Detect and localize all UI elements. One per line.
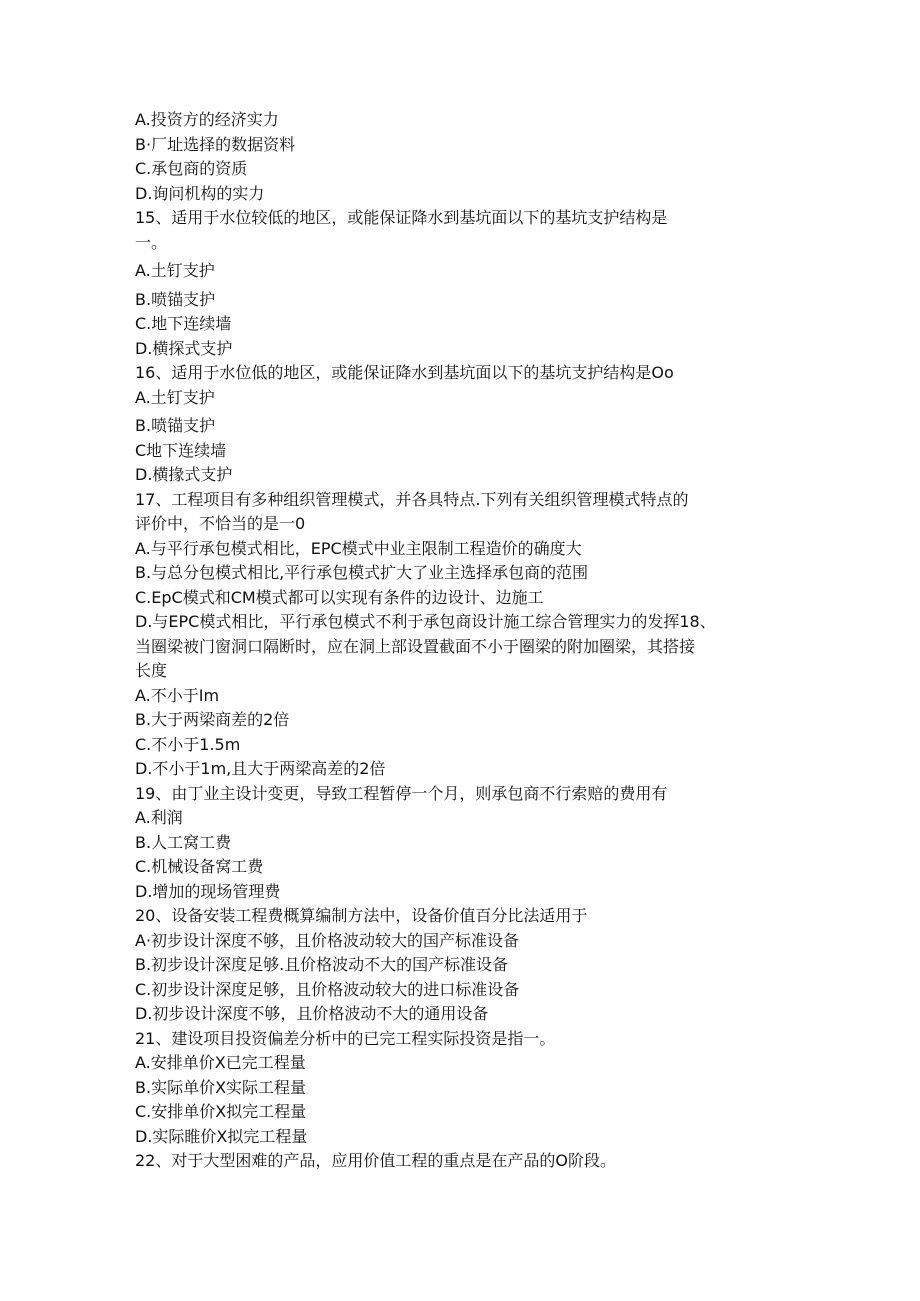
option-line: A.投资方的经济实力: [135, 110, 279, 129]
option-line: A.安排单价X已完工程量: [135, 1053, 306, 1072]
option-line: C.机械设备窝工费: [135, 857, 264, 876]
question-21: 21、建设项目投资偏差分析中的已完工程实际投资是指一。: [135, 1028, 556, 1048]
question-18: 当圈梁被门窗洞口隔断时，应在洞上部设置截面不小于圈梁的附加圈梁，其搭接: [135, 636, 696, 656]
document-body: [135, 108, 795, 1174]
option-line: C.不小于1.5m: [135, 734, 241, 754]
option-line: B.喷锚支护: [135, 416, 216, 435]
option-line: C.承包商的资质: [135, 159, 248, 178]
question-15: 15、适用于水位较低的地区，或能保证降水到基坑面以下的基坑支护结构是: [135, 208, 668, 227]
question-22: 22、对于大型困难的产品，应用价值工程的重点是在产品的O阶段。: [135, 1151, 616, 1170]
option-line: B.人工窝工费: [135, 832, 232, 852]
option-line: C地下连续墙: [135, 440, 227, 460]
option-line: A.不小于Im: [135, 685, 220, 705]
question-16: 16、适用于水位低的地区，或能保证降水到基坑面以下的基坑支护结构是Oo: [135, 363, 674, 382]
option-line: B.喷锚支护: [135, 289, 216, 309]
option-line: C.安排单价X拟完工程量: [135, 1102, 307, 1121]
question-15-cont: 一。: [135, 232, 168, 252]
option-line: D.与EPC模式相比，平行承包模式不利于承包商设计施工综合管理实力的发挥18、: [135, 612, 716, 631]
option-line: D.询问机构的实力: [135, 183, 265, 203]
option-line: D.横掾式支护: [135, 465, 233, 484]
option-line: C.EpC模式和CM模式都可以实现有条件的边设计、边施工: [135, 587, 544, 607]
question-19: 19、由丁业主设计变更，导致工程暂停一个月，则承包商不行索赔的费用有: [135, 783, 668, 803]
option-line: B.初步设计深度足够.且价格波动不大的国产标准设备: [135, 955, 509, 974]
option-line: B.大于两梁商差的2倍: [135, 710, 290, 729]
option-line: B·厂址选择的数据资料: [135, 134, 296, 154]
option-line: A.利润: [135, 808, 183, 827]
question-18-cont: 长度: [135, 661, 168, 680]
question-17-cont: 评价中，不恰当的是一0: [135, 514, 306, 533]
option-line: A.与平行承包模式相比，EPC模式中业主限制工程造价的确度大: [135, 538, 582, 558]
option-line: D.初步设计深度不够，且价格波动不大的通用设备: [135, 1004, 489, 1023]
option-line: A.土钉支护: [135, 261, 215, 280]
question-20: 20、设备安装工程费概算编制方法中，设备价值百分比法适用于: [135, 906, 588, 925]
option-line: C.初步设计深度足够，且价格波动较大的进口标准设备: [135, 979, 520, 999]
question-17: 17、工程项目有多种组织管理模式，并各具特点.下列有关组织管理模式特点的: [135, 489, 689, 509]
option-line: A·初步设计深度不够，且价格波动较大的国产标准设备: [135, 930, 520, 950]
option-line: D.增加的现场管理费: [135, 881, 281, 901]
option-line: D.实际睢价X拟完工程量: [135, 1126, 308, 1146]
option-line: C.地下连续墙: [135, 314, 232, 333]
option-line: D.不小于1m,且大于两梁高差的2倍: [135, 759, 386, 778]
option-line: D.横探式支护: [135, 338, 233, 358]
option-line: B.实际单价X实际工程量: [135, 1077, 307, 1097]
option-line: A.土钉支护: [135, 387, 215, 407]
option-line: B.与总分包模式相比,平行承包模式扩大了业主选择承包商的范围: [135, 563, 589, 582]
